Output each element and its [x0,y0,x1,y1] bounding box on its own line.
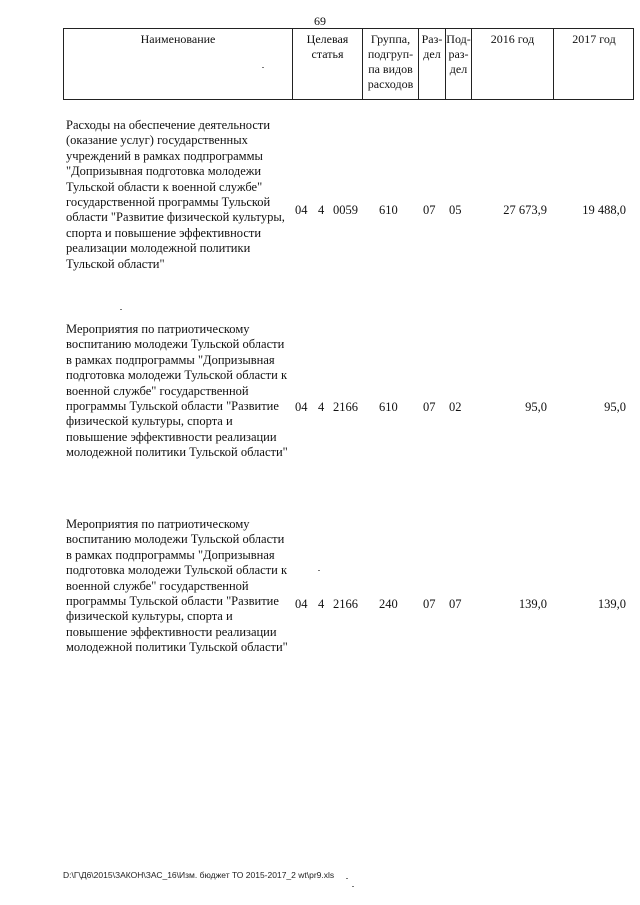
row-2016-value: 139,0 [518,597,547,611]
header-target-line: Целевая [306,32,349,46]
row-razdel: 07 [423,597,436,611]
scan-speck [318,570,320,571]
row-name: Мероприятия по патриотическому воспитанию молодежи Тульской области в рамках подпрограммы "Допризывная подготовка молодежи Тульской области к военной службе" государственной программы Тульской области "Развитие физической культуры, спорта и повышение эффективности реализации молодежной политики Тульской области" [66,322,288,460]
header-podrazdel-line: раз- [448,47,469,61]
row-name: Расходы на обеспечение деятельности (оказание услуг) государственных учреждений в рамках подпрограммы "Допризывная подготовка молодежи Тульской области к военной службе" государственной программы Тульской области "Развитие физической культуры, спорта и повышение эффективности реализации молодежной политики Тульской области" [66,118,285,271]
row-podrazdel: 05 [449,203,462,217]
header-2017 [554,29,634,99]
row-code-direction: 2166 [333,597,358,611]
row-group: 240 [379,597,398,611]
table-header [63,28,634,100]
row-2017-value: 95,0 [604,400,626,414]
row-code-subprogram: 4 [318,597,325,611]
header-target [293,29,363,99]
scan-speck [262,67,264,68]
row-2017-value: 139,0 [597,597,626,611]
header-target-line: статья [311,47,344,61]
row-2017-value: 19 488,0 [582,203,626,217]
header-2016 [472,29,554,99]
header-razdel-line: Раз- [421,32,443,46]
row-podrazdel: 02 [449,400,462,414]
header-name-label: Наименование [140,32,216,46]
header-group-line: подгруп- [367,47,414,61]
row-code-subprogram: 4 [318,400,325,414]
file-path-footer: D:\Г\Д6\2015\ЗАКОН\ЗАС_16\Изм. бюджет ТО 2015-2017_2 wt\pr9.xls [63,870,335,880]
row-group: 610 [379,203,398,217]
header-podrazdel-line: Под- [446,32,471,46]
row-code-direction: 0059 [333,203,358,217]
scan-speck [352,886,354,887]
row-code-subprogram: 4 [318,203,325,217]
header-group-line: па видов [368,62,413,76]
row-code-section: 04 [295,597,308,611]
table-row [63,118,634,293]
header-2017-label: 2017 год [572,32,616,46]
row-code-section: 04 [295,400,308,414]
row-group: 610 [379,400,398,414]
table-row [63,517,634,692]
row-podrazdel: 07 [449,597,462,611]
row-razdel: 07 [423,203,436,217]
table-row [63,322,634,497]
header-group-line: расходов [367,77,414,91]
header-razdel-line: дел [423,47,441,61]
scan-speck [120,309,122,310]
header-podrazdel [446,29,472,99]
header-podrazdel-line: дел [449,62,468,76]
row-2016-value: 27 673,9 [503,203,547,217]
header-2016-label: 2016 год [490,32,535,46]
scan-speck [346,878,348,879]
row-razdel: 07 [423,400,436,414]
header-razdel [419,29,446,99]
header-group-line: Группа, [370,32,411,46]
page-number: 69 [314,14,326,28]
header-name [64,29,293,99]
header-group [363,29,419,99]
row-code-section: 04 [295,203,308,217]
row-2016-value: 95,0 [525,400,547,414]
row-name: Мероприятия по патриотическому воспитанию молодежи Тульской области в рамках подпрограммы "Допризывная подготовка молодежи Тульской области к военной службе" государственной программы Тульской области "Развитие физической культуры, спорта и повышение эффективности реализации молодежной политики Тульской области" [66,517,288,655]
row-code-direction: 2166 [333,400,358,414]
